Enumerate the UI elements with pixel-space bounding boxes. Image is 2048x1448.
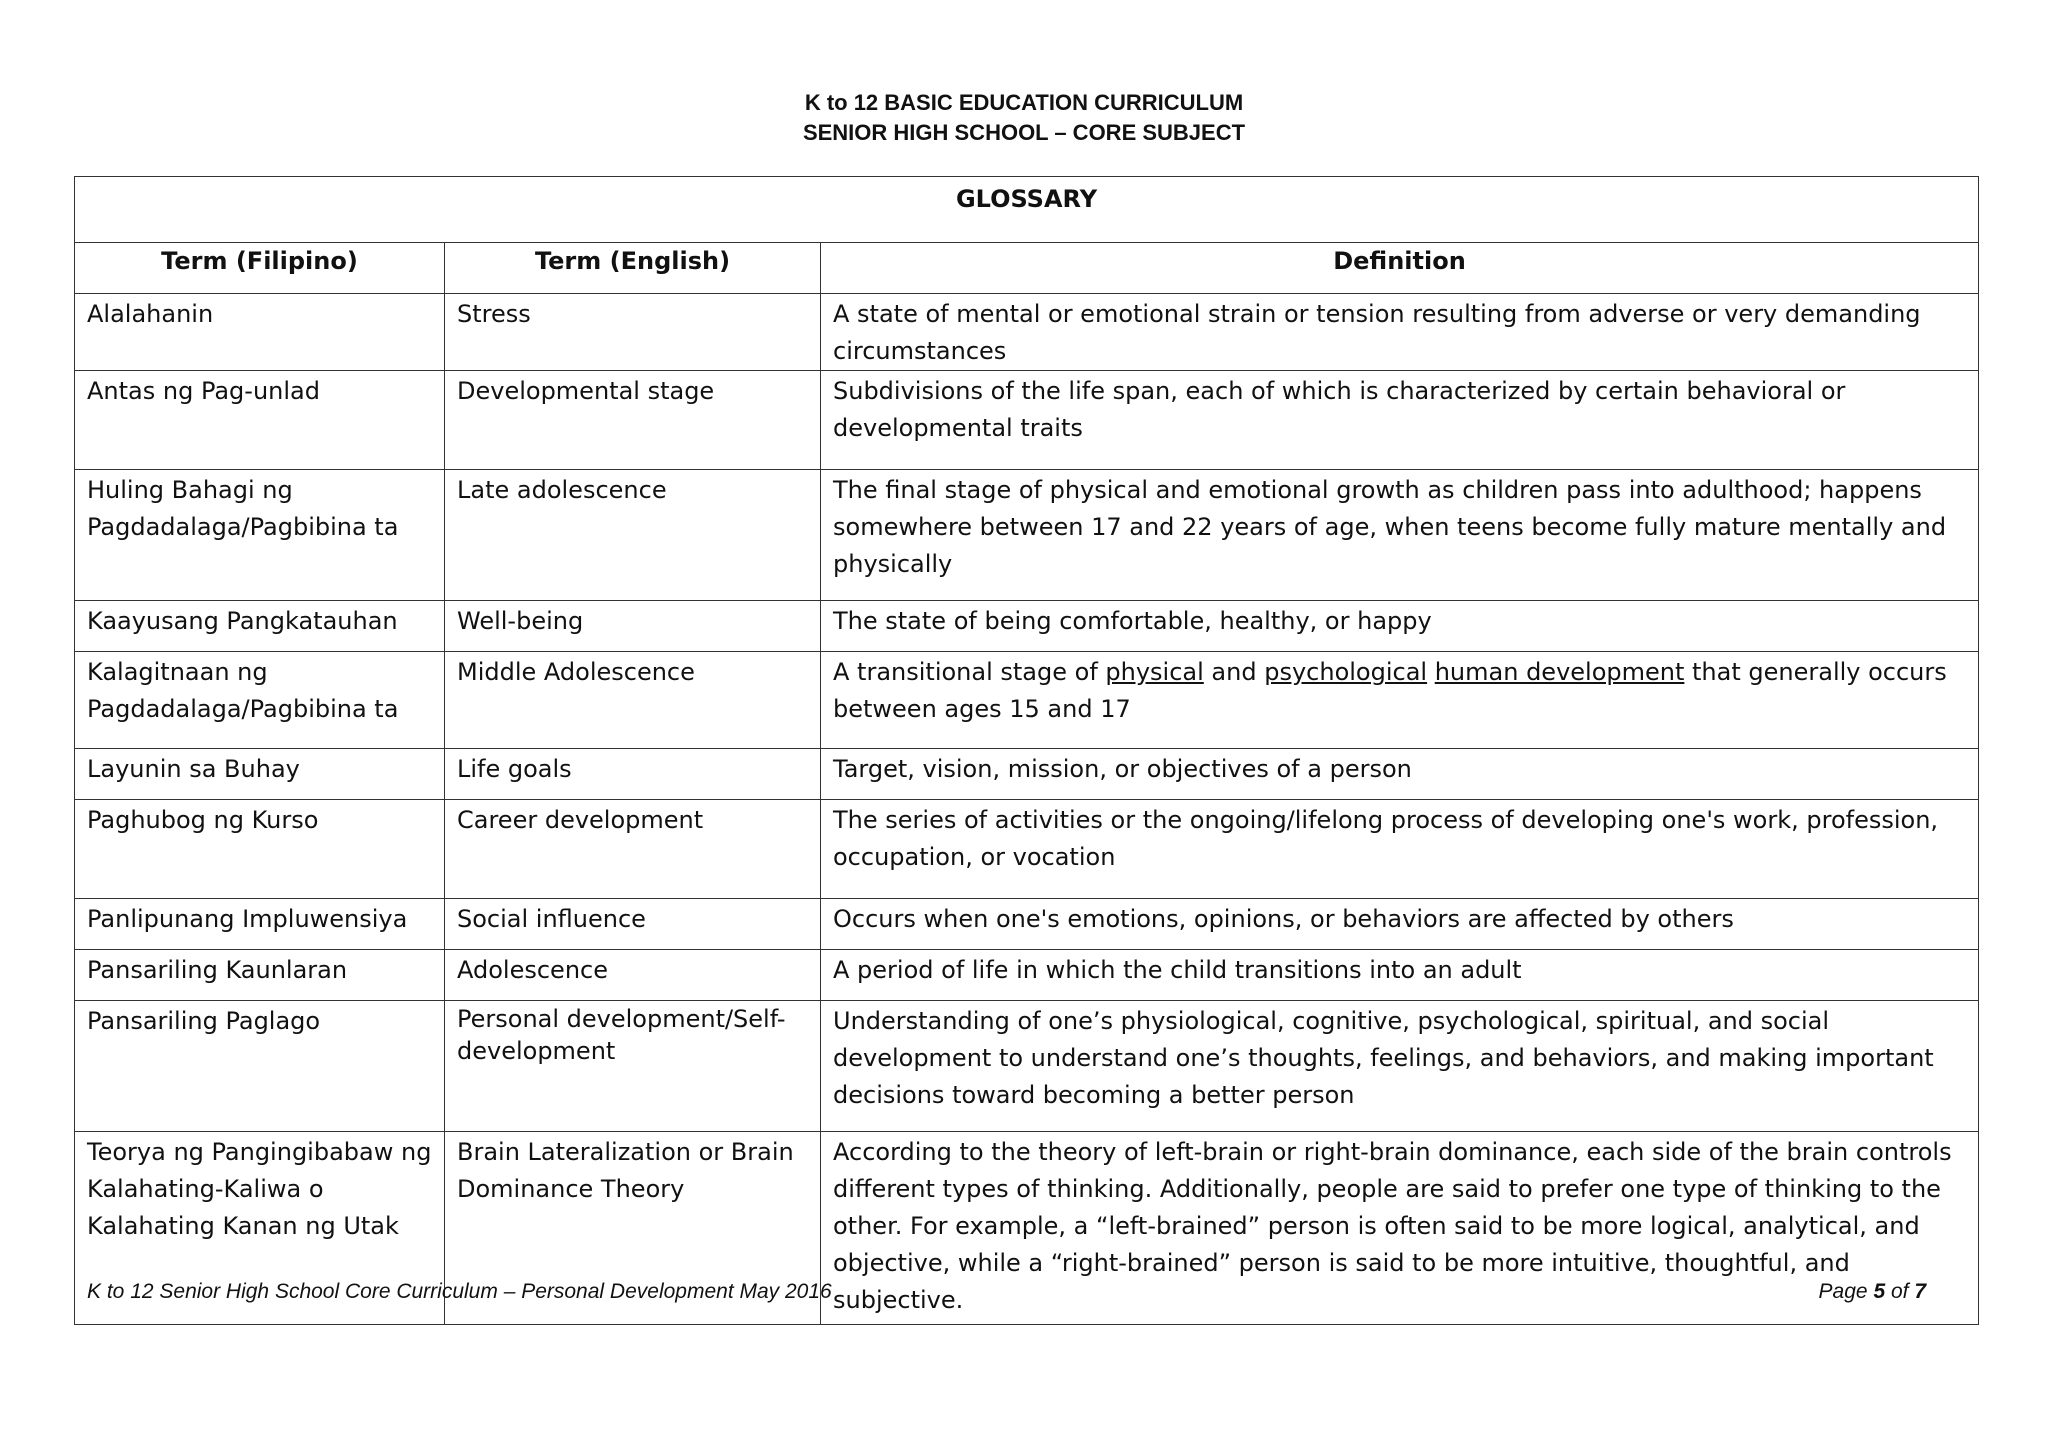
term-english: Brain Lateralization or Brain Dominance Theory <box>445 1132 821 1325</box>
term-filipino: Layunin sa Buhay <box>75 749 445 800</box>
term-english: Personal development/Self-development <box>445 1001 821 1132</box>
term-english: Adolescence <box>445 950 821 1001</box>
definition-text: that generally occurs between ages 15 and 17 <box>833 658 1947 723</box>
term-english: Life goals <box>445 749 821 800</box>
term-filipino: Kaayusang Pangkatauhan <box>75 601 445 652</box>
term-definition: The series of activities or the ongoing/lifelong process of developing one's work, profession, occupation, or vocation <box>821 800 1979 899</box>
page-number <box>1700 1279 1926 1305</box>
definition-text: and <box>1203 658 1265 686</box>
term-filipino: Huling Bahagi ng Pagdadalaga/Pagbibina ta <box>75 470 445 601</box>
table-row <box>75 294 1979 371</box>
column-header-row <box>75 243 1979 294</box>
document-header <box>0 88 2048 148</box>
term-english: Middle Adolescence <box>445 652 821 749</box>
definition-text <box>1427 658 1435 686</box>
term-english: Career development <box>445 800 821 899</box>
term-filipino: Teorya ng Pangingibabaw ng Kalahating-Kaliwa o Kalahating Kanan ng Utak <box>75 1132 445 1325</box>
term-filipino: Paghubog ng Kurso <box>75 800 445 899</box>
column-header-filipino: Term (Filipino) <box>75 243 445 294</box>
page-prefix: Page <box>1818 1280 1874 1303</box>
link-human-development[interactable]: human development <box>1434 658 1685 686</box>
table-row <box>75 800 1979 899</box>
term-english: Social influence <box>445 899 821 950</box>
page-current: 5 <box>1873 1280 1886 1303</box>
page-of: of <box>1885 1280 1915 1303</box>
page-total: 7 <box>1914 1280 1926 1303</box>
term-english: Well-being <box>445 601 821 652</box>
table-row <box>75 470 1979 601</box>
term-english: Stress <box>445 294 821 371</box>
link-physical[interactable]: physical <box>1105 658 1204 686</box>
definition-text: A transitional stage of <box>833 658 1106 686</box>
table-row <box>75 950 1979 1001</box>
table-row <box>75 1001 1979 1132</box>
term-definition: The state of being comfortable, healthy, or happy <box>821 601 1979 652</box>
term-definition: Target, vision, mission, or objectives of a person <box>821 749 1979 800</box>
glossary-title: GLOSSARY <box>75 177 1979 243</box>
column-header-english: Term (English) <box>445 243 821 294</box>
link-psychological[interactable]: psychological <box>1264 658 1428 686</box>
term-definition: According to the theory of left-brain or right-brain dominance, each side of the brain controls different types of thinking. Additionally, people are said to prefer one type of thinking to the other. For example, a “left-brained” person is often said to be more logical, analytical, and objective, while a “right-brained” person is said to be more intuitive, thoughtful, and subjective. <box>821 1132 1979 1325</box>
term-english: Late adolescence <box>445 470 821 601</box>
subject-subtitle: SENIOR HIGH SCHOOL – CORE SUBJECT <box>802 120 1246 145</box>
term-definition: The final stage of physical and emotional growth as children pass into adulthood; happens somewhere between 17 and 22 years of age, when teens become fully mature mentally and physically <box>821 470 1979 601</box>
term-filipino: Panlipunang Impluwensiya <box>75 899 445 950</box>
term-definition <box>821 652 1979 749</box>
term-definition: A state of mental or emotional strain or tension resulting from adverse or very demanding circumstances <box>821 294 1979 371</box>
glossary-table <box>74 176 1979 1325</box>
term-filipino: Alalahanin <box>75 294 445 371</box>
table-row <box>75 899 1979 950</box>
term-definition: Occurs when one's emotions, opinions, or behaviors are affected by others <box>821 899 1979 950</box>
table-row <box>75 749 1979 800</box>
term-definition: Understanding of one’s physiological, cognitive, psychological, spiritual, and social development to understand one’s thoughts, feelings, and behaviors, and making important decisions toward becoming a better person <box>821 1001 1979 1132</box>
term-filipino: Kalagitnaan ng Pagdadalaga/Pagbibina ta <box>75 652 445 749</box>
term-filipino: Pansariling Paglago <box>75 1001 445 1132</box>
table-row <box>75 652 1979 749</box>
term-filipino: Antas ng Pag-unlad <box>75 371 445 470</box>
term-definition: Subdivisions of the life span, each of which is characterized by certain behavioral or developmental traits <box>821 371 1979 470</box>
term-english: Developmental stage <box>445 371 821 470</box>
term-filipino: Pansariling Kaunlaran <box>75 950 445 1001</box>
glossary-title-row <box>75 177 1979 243</box>
curriculum-title: K to 12 BASIC EDUCATION CURRICULUM <box>804 90 1244 115</box>
table-row <box>75 601 1979 652</box>
footer-curriculum-note: K to 12 Senior High School Core Curriculum – Personal Development May 2016 <box>87 1280 832 1303</box>
table-row <box>75 371 1979 470</box>
column-header-definition: Definition <box>821 243 1979 294</box>
term-definition: A period of life in which the child transitions into an adult <box>821 950 1979 1001</box>
